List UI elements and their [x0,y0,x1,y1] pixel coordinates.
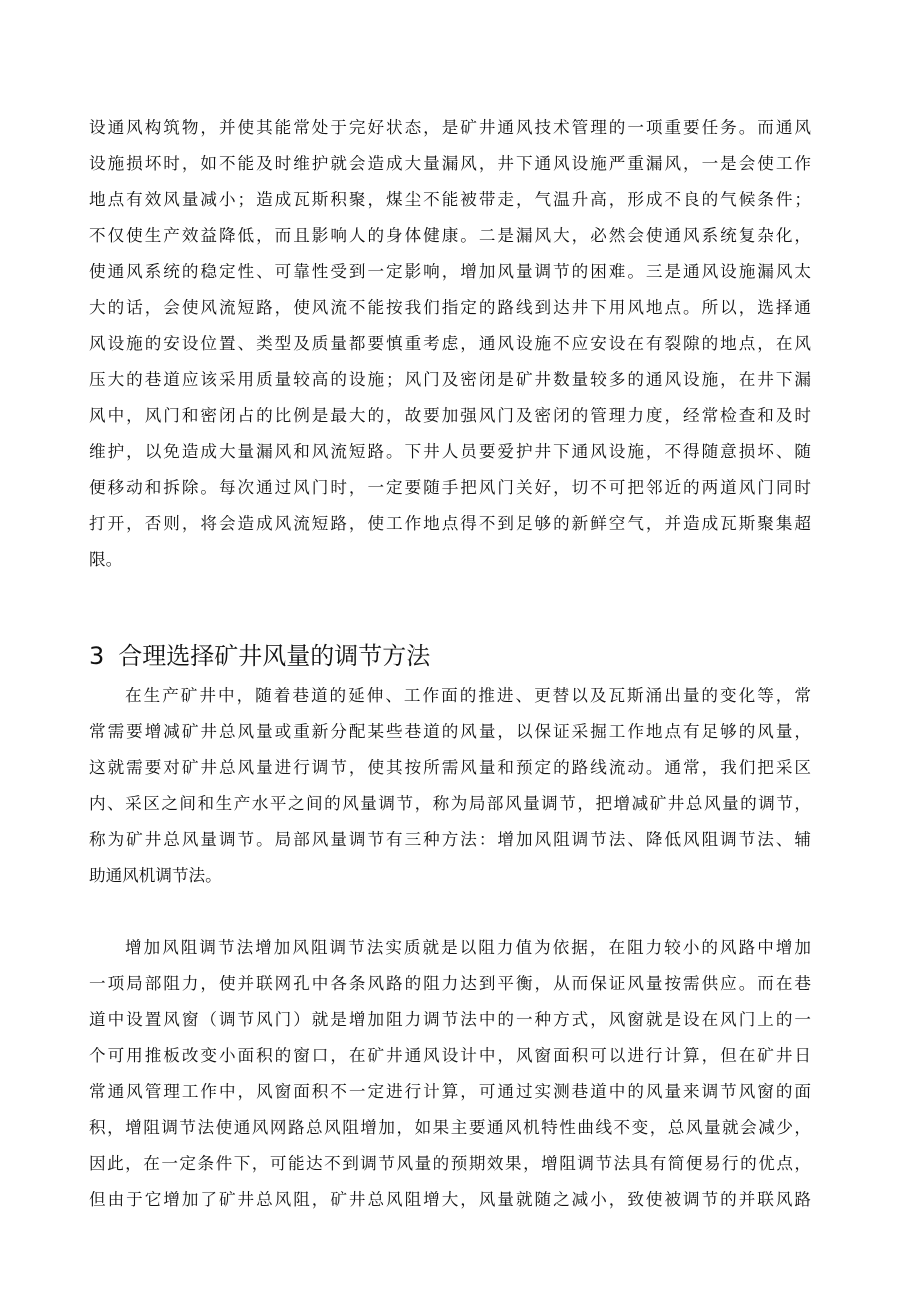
text-line: 使通风系统的稳定性、可靠性受到一定影响，增加风量调节的困难。三是通风设施漏风太 [89,262,811,281]
text-line: 维护，以免造成大量漏风和风流短路。下井人员要爱护井下通风设施，不得随意损坏、随 [89,442,811,461]
text-line: 打开，否则，将会造成风流短路，使工作地点得不到足够的新鲜空气，并造成瓦斯聚集超 [89,514,811,533]
section-heading [89,636,430,676]
text-line: 限。 [89,550,123,569]
text-line: 助通风机调节法。 [89,866,222,885]
text-line: 称为矿井总风量调节。局部风量调节有三种方法：增加风阻调节法、降低风阻调节法、辅 [89,830,811,849]
text-line: 风中，风门和密闭占的比例是最大的，故要加强风门及密闭的管理力度，经常检查和及时 [89,406,811,425]
text-line: 风设施的安设位置、类型及质量都要慎重考虑，通风设施不应安设在有裂隙的地点，在风 [89,334,811,353]
text-line: 地点有效风量减小；造成瓦斯积聚，煤尘不能被带走，气温升高，形成不良的气候条件； [89,190,811,209]
text-line: 压大的巷道应该采用质量较高的设施；风门及密闭是矿井数量较多的通风设施，在井下漏 [89,370,811,389]
text-line: 设施损坏时，如不能及时维护就会造成大量漏风，井下通风设施严重漏风，一是会使工作 [89,154,811,173]
text-line: 大的话，会使风流短路，使风流不能按我们指定的路线到达井下用风地点。所以，选择通 [89,298,811,317]
section-title: 合理选择矿井风量的调节方法 [118,642,431,670]
text-line: 一项局部阻力，使并联网孔中各条风路的阻力达到平衡，从而保证风量按需供应。而在巷 [89,974,811,993]
text-line: 便移动和拆除。每次通过风门时，一定要随手把风门关好，切不可把邻近的两道风门同时 [89,478,811,497]
text-line: 不仅使生产效益降低，而且影响人的身体健康。二是漏风大，必然会使通风系统复杂化， [89,226,811,245]
text-line: 道中设置风窗（调节风门）就是增加阻力调节法中的一种方式，风窗就是设在风门上的一 [89,1010,811,1029]
text-line: 常通风管理工作中，风窗面积不一定进行计算，可通过实测巷道中的风量来调节风窗的面 [89,1082,811,1101]
text-line: 常需要增减矿井总风量或重新分配某些巷道的风量，以保证采掘工作地点有足够的风量， [89,722,811,741]
text-line: 增加风阻调节法增加风阻调节法实质就是以阻力值为依据，在阻力较小的风路中增加 [125,938,811,957]
text-line: 积，增阻调节法使通风网路总风阻增加，如果主要通风机特性曲线不变，总风量就会减少， [89,1118,811,1137]
text-line: 内、采区之间和生产水平之间的风量调节，称为局部风量调节，把增减矿井总风量的调节， [89,794,811,813]
text-line: 设通风构筑物，并使其能常处于完好状态，是矿井通风技术管理的一项重要任务。而通风 [89,118,811,137]
section-number: 3 [89,642,105,670]
text-line: 在生产矿井中，随着巷道的延伸、工作面的推进、更替以及瓦斯涌出量的变化等，常 [125,686,811,705]
text-line: 但由于它增加了矿井总风阻，矿井总风阻增大，风量就随之减小，致使被调节的并联风路 [89,1190,811,1209]
text-line: 个可用推板改变小面积的窗口，在矿井通风设计中，风窗面积可以进行计算，但在矿井日 [89,1046,811,1065]
text-line: 因此，在一定条件下，可能达不到调节风量的预期效果，增阻调节法具有简便易行的优点， [89,1154,811,1173]
text-line: 这就需要对矿井总风量进行调节，使其按所需风量和预定的路线流动。通常，我们把采区 [89,758,811,777]
